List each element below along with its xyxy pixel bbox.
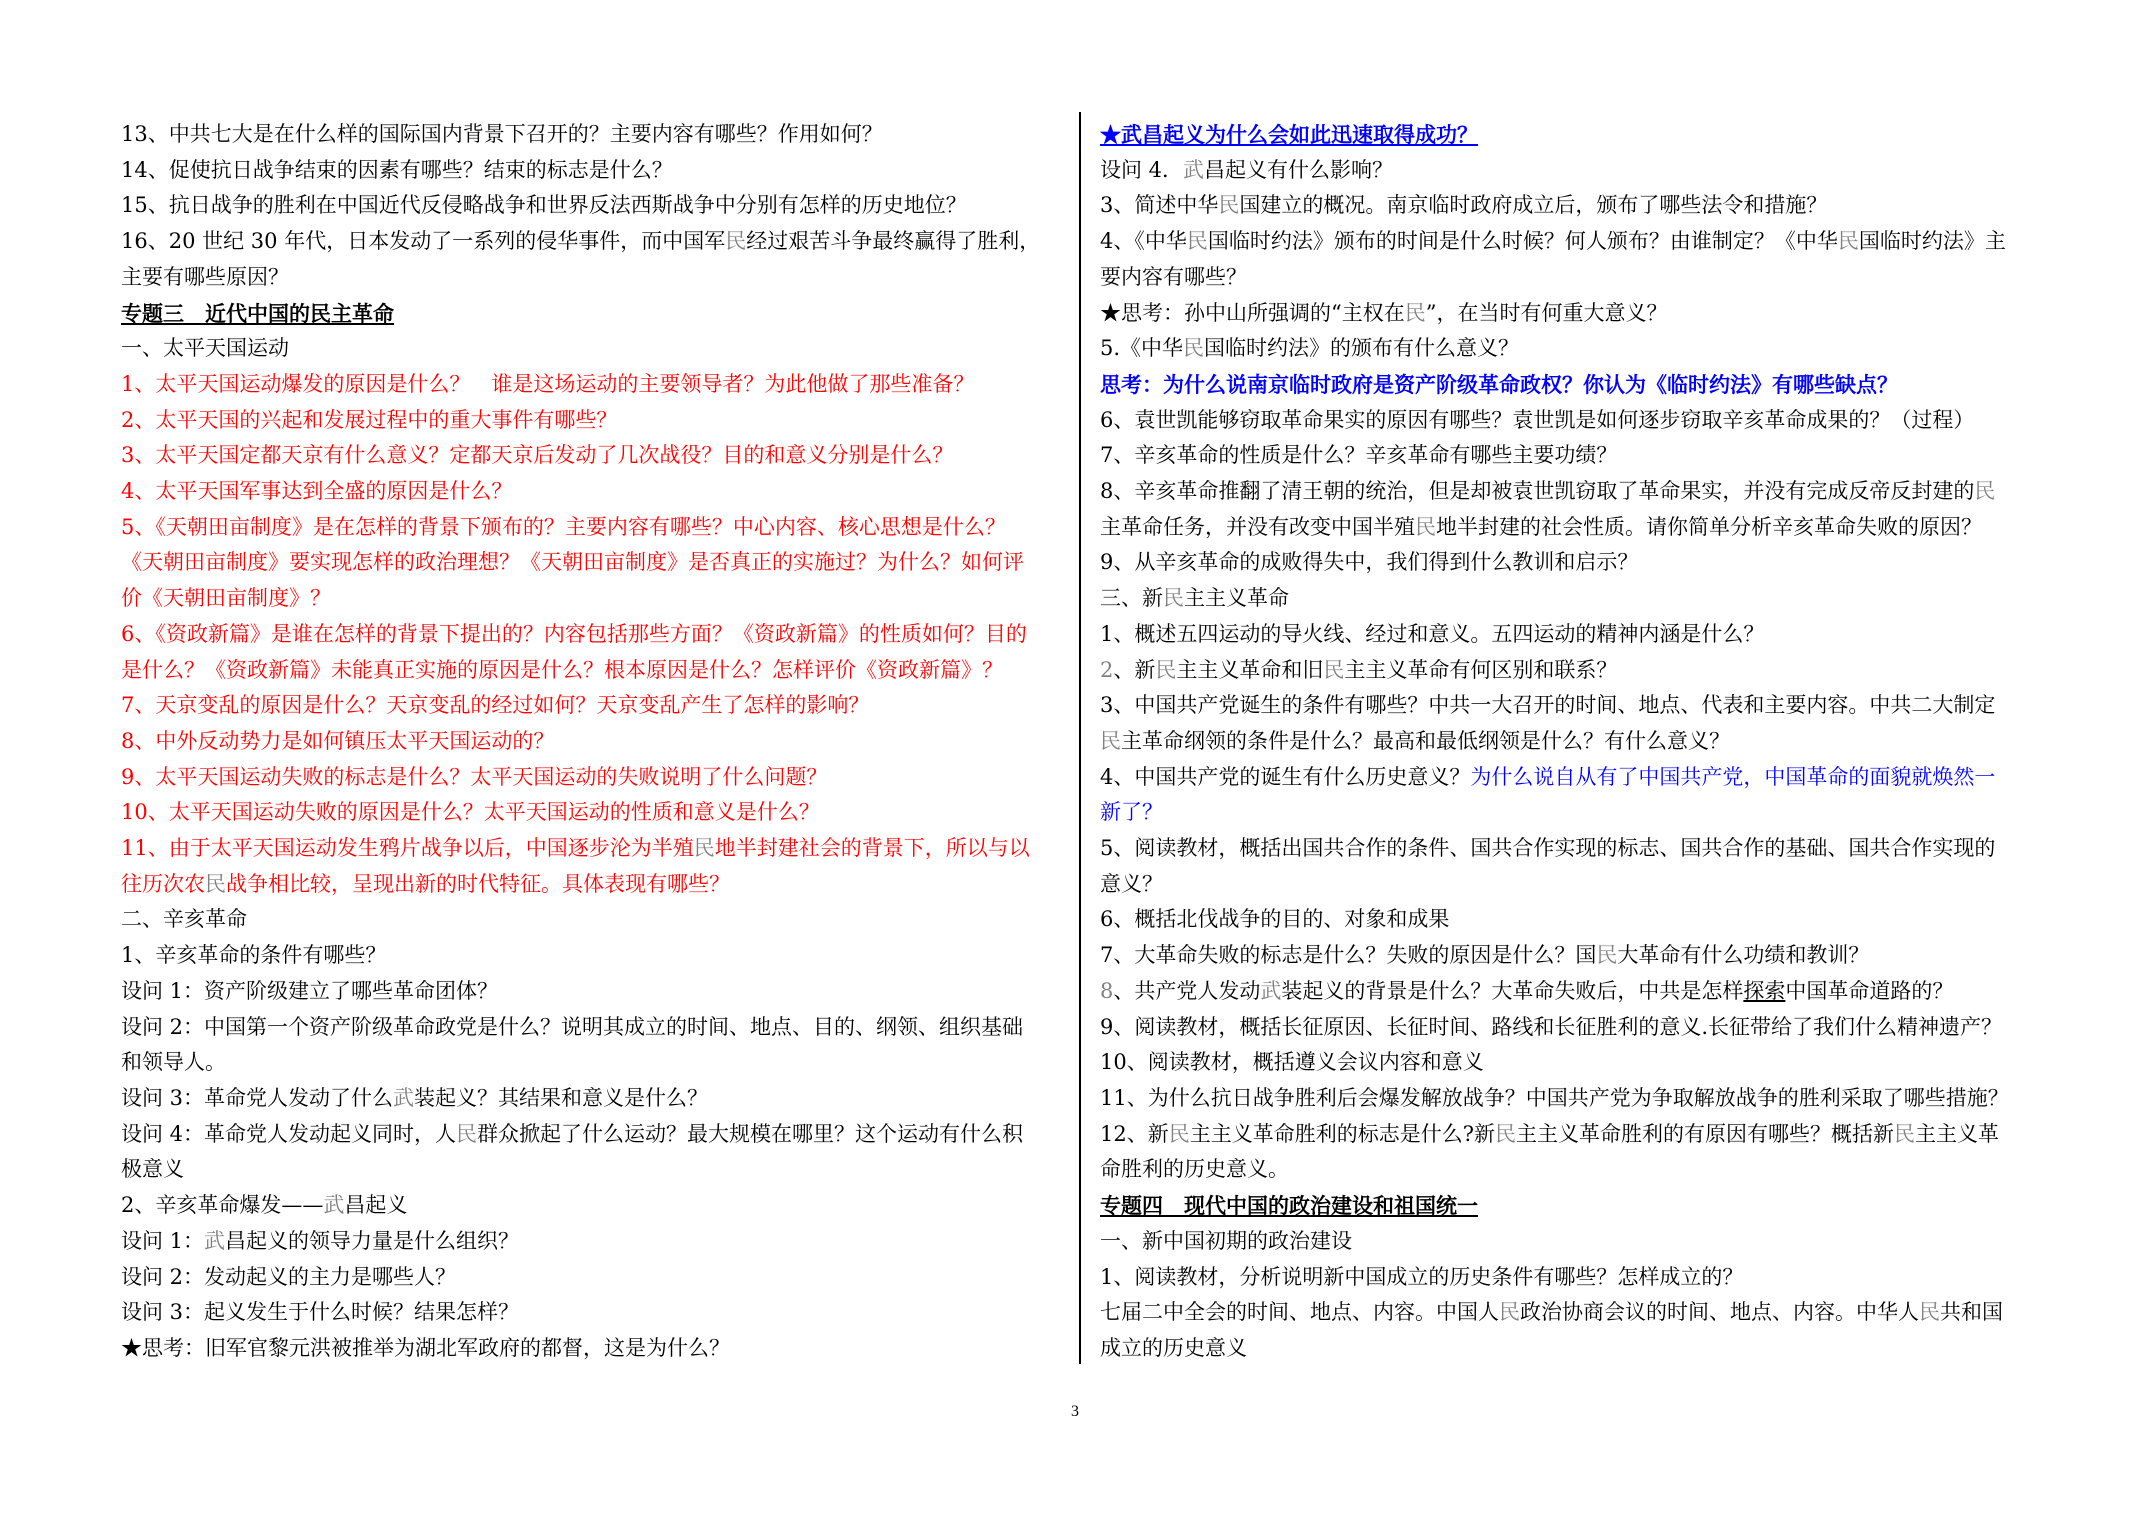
text-line — [121, 224, 1060, 260]
text-line — [121, 867, 1060, 903]
text-segment: 三、新 — [1100, 586, 1163, 611]
text-segment: 《天朝田亩制度》要实现怎样的政治理想？《天朝田亩制度》是否真正的实施过？为什么？如何评 — [121, 550, 1024, 575]
text-line — [121, 188, 1060, 224]
text-line — [121, 153, 1060, 189]
text-segment: 群众掀起了什么运动？最大规模在哪里？这个运动有什么积 — [477, 1121, 1024, 1146]
text-segment: 5、《天朝田亩制度》是在怎样的背景下颁布的？主要内容有哪些？中心内容、核心思想是什么？ — [121, 514, 1006, 539]
text-line — [1100, 510, 2039, 546]
text-segment: ”，在当时有何重大意义？ — [1425, 300, 1668, 325]
text-segment: 民 — [1323, 657, 1345, 682]
text-line — [121, 581, 1060, 617]
text-segment: 设问 1：资产阶级建立了哪些革命团体？ — [121, 978, 499, 1003]
text-line — [1100, 653, 2039, 689]
text-segment: 价《天朝田亩制度》？ — [121, 586, 331, 611]
text-segment: 设问 1： — [121, 1228, 205, 1253]
text-line — [1100, 617, 2039, 653]
text-segment: 探索 — [1743, 978, 1786, 1003]
text-segment: 2 — [1100, 657, 1114, 682]
text-segment: 国临时约法》主 — [1858, 229, 2006, 254]
text-segment: 极意义 — [121, 1157, 184, 1182]
text-segment: 7、大革命失败的标志是什么？失败的原因是什么？国 — [1100, 943, 1597, 968]
text-line — [1100, 188, 2039, 224]
text-segment: 民 — [1100, 728, 1121, 753]
text-segment: 10、太平天国运动失败的原因是什么？太平天国运动的性质和意义是什么？ — [121, 800, 820, 825]
text-segment: 4、中国共产党的诞生有什么历史意义？ — [1100, 764, 1471, 789]
section-heading — [1100, 1188, 2039, 1224]
text-segment: 16、20 世纪 30 年代，日本发动了一系列的侵华事件，而中国军 — [121, 229, 726, 254]
text-line — [121, 1224, 1060, 1260]
text-line — [1100, 831, 2039, 867]
text-line — [1100, 1010, 2039, 1046]
text-line — [121, 1295, 1060, 1331]
text-line — [121, 760, 1060, 796]
text-segment: 主主义革 — [1915, 1121, 1999, 1146]
text-segment: 往历次农 — [121, 871, 205, 896]
text-segment: ★思考：孙中山所强调的“主权在 — [1100, 300, 1405, 325]
text-segment: 9、太平天国运动失败的标志是什么？太平天国运动的失败说明了什么问题？ — [121, 764, 828, 789]
text-segment: 战争相比较，呈现出新的时代特征。具体表现有哪些？ — [226, 871, 730, 896]
text-line — [121, 1010, 1060, 1046]
text-line — [121, 1045, 1060, 1081]
text-line — [121, 653, 1060, 689]
text-segment: 、新 — [1113, 657, 1156, 682]
text-segment: 10、阅读教材，概括遵义会议内容和意义 — [1100, 1050, 1484, 1075]
text-segment: 和领导人。 — [121, 1050, 226, 1075]
text-segment: ★思考：旧军官黎元洪被推举为湖北军政府的都督，这是为什么？ — [121, 1335, 730, 1360]
text-segment: 9、从辛亥革命的成败得失中，我们得到什么教训和启示？ — [1100, 550, 1639, 575]
text-line — [1100, 1260, 2039, 1296]
text-segment: 1、太平天国运动爆发的原因是什么？ 谁是这场运动的主要领导者？为此他做了那些准备？ — [121, 371, 975, 396]
text-line — [1100, 1295, 2039, 1331]
text-segment: 14、促使抗日战争结束的因素有哪些？结束的标志是什么？ — [121, 157, 673, 182]
text-segment: 主主义革命胜利的标志是什么?新 — [1189, 1121, 1495, 1146]
text-line — [1100, 367, 2039, 403]
text-segment: 民 — [1837, 229, 1859, 254]
text-segment: 民 — [1404, 300, 1426, 325]
text-line — [1100, 1152, 2039, 1188]
text-segment: 主主义革命有何区别和联系？ — [1344, 657, 1618, 682]
text-segment: 主革命任务，并没有改变中国半殖 — [1100, 514, 1415, 539]
text-line — [121, 545, 1060, 581]
text-segment: 装起义？其结果和意义是什么？ — [414, 1085, 709, 1110]
text-segment: 是什么？《资政新篇》未能真正实施的原因是什么？根本原因是什么？怎样评价《资政新篇》？ — [121, 657, 1003, 682]
text-segment: 民 — [205, 871, 226, 896]
text-line — [1100, 974, 2039, 1010]
text-segment: 地半封建社会的背景下，所以与以 — [714, 836, 1030, 861]
text-line — [1100, 581, 2039, 617]
text-segment: 主主义革命和旧 — [1176, 657, 1324, 682]
text-line — [121, 1117, 1060, 1153]
text-segment: 主主义革命 — [1184, 586, 1289, 611]
text-line — [1100, 1224, 2039, 1260]
text-line — [121, 331, 1060, 367]
text-segment: 民 — [1919, 1300, 1940, 1325]
text-segment: 武 — [1260, 978, 1282, 1003]
page-number: 3 — [1071, 1403, 1079, 1420]
text-line — [121, 688, 1060, 724]
text-line — [121, 902, 1060, 938]
text-segment: 成立的历史意义 — [1100, 1335, 1247, 1360]
text-segment: 二、辛亥革命 — [121, 907, 247, 932]
text-segment: 5、阅读教材，概括出国共合作的条件、国共合作实现的标志、国共合作的基础、国共合作实现的 — [1100, 836, 1996, 861]
text-segment: 15、抗日战争的胜利在中国近代反侵略战争和世界反法西斯战争中分别有怎样的历史地位？ — [121, 193, 967, 218]
text-line — [121, 1152, 1060, 1188]
text-segment: 12、新 — [1100, 1121, 1169, 1146]
text-line — [121, 617, 1060, 653]
text-segment: 民 — [1499, 1300, 1520, 1325]
text-segment: 民 — [1186, 229, 1208, 254]
text-line — [121, 403, 1060, 439]
text-segment: 设问 4：革命党人发动起义同时，人 — [121, 1121, 457, 1146]
text-segment: 昌起义有什么影响？ — [1204, 157, 1394, 182]
text-segment: 昌起义的领导力量是什么组织？ — [225, 1228, 520, 1253]
text-segment: 为什么说自从有了中国共产党，中国革命的面貌就焕然一 — [1470, 764, 1996, 789]
text-line — [121, 795, 1060, 831]
text-segment: 大革命有什么功绩和教训？ — [1617, 943, 1870, 968]
text-segment: 7、天京变乱的原因是什么？天京变乱的经过如何？天京变乱产生了怎样的影响？ — [121, 693, 870, 718]
text-segment: 设问 2：发动起义的主力是哪些人？ — [121, 1264, 457, 1289]
text-line — [121, 831, 1060, 867]
text-line — [1100, 688, 2039, 724]
text-segment: 新了？ — [1100, 800, 1163, 825]
text-line — [1100, 1331, 2039, 1367]
text-segment: 3、简述中华 — [1100, 193, 1219, 218]
text-segment: 9、阅读教材，概括长征原因、长征时间、路线和长征胜利的意义.长征带给了我们什么精神遗产？ — [1100, 1014, 2003, 1039]
text-segment: 主主义革命胜利的有原因有哪些？概括新 — [1516, 1121, 1894, 1146]
text-line — [121, 1188, 1060, 1224]
text-segment: 8、中外反动势力是如何镇压太平天国运动的？ — [121, 728, 555, 753]
text-line — [121, 510, 1060, 546]
text-segment: 七届二中全会的时间、地点、内容。中国人 — [1100, 1300, 1499, 1325]
text-line — [121, 438, 1060, 474]
text-segment: 政治协商会议的时间、地点、内容。中华人 — [1520, 1300, 1919, 1325]
text-segment: 民 — [1168, 1121, 1190, 1146]
text-segment: 专题四 现代中国的政治建设和祖国统一 — [1100, 1193, 1478, 1219]
text-segment: 11、为什么抗日战争胜利后会爆发解放战争？中国共产党为争取解放战争的胜利采取了哪些措施？ — [1100, 1085, 2009, 1110]
text-segment: 设问 3：革命党人发动了什么 — [121, 1085, 394, 1110]
text-segment: 2、太平天国的兴起和发展过程中的重大事件有哪些？ — [121, 407, 618, 432]
text-segment: 7、辛亥革命的性质是什么？辛亥革命有哪些主要功绩？ — [1100, 443, 1618, 468]
text-segment: 中国革命道路的？ — [1785, 978, 1954, 1003]
text-segment: 民 — [725, 229, 747, 254]
text-segment: 主革命纲领的条件是什么？最高和最低纲领是什么？有什么意义？ — [1121, 728, 1730, 753]
text-segment: 国建立的概况。南京临时政府成立后，颁布了哪些法令和措施？ — [1239, 193, 1828, 218]
text-segment: 地半封建的社会性质。请你简单分析辛亥革命失败的原因？ — [1436, 514, 1982, 539]
text-line — [121, 938, 1060, 974]
text-segment: 民 — [1495, 1121, 1516, 1146]
text-line — [1100, 938, 2039, 974]
text-segment: ★武昌起义为什么会如此迅速取得成功？ — [1100, 122, 1478, 147]
text-segment: 民 — [1974, 479, 1996, 504]
text-line — [121, 724, 1060, 760]
right-column — [1100, 117, 2039, 1367]
text-line — [1100, 331, 2039, 367]
text-segment: 4、《中华 — [1100, 229, 1187, 254]
text-segment: 命胜利的历史意义。 — [1100, 1157, 1289, 1182]
text-segment: 思考：为什么说南京临时政府是资产阶级革命政权？你认为《临时约法》有哪些缺点？ — [1100, 371, 1898, 397]
text-segment: 2、辛亥革命爆发—— — [121, 1193, 324, 1218]
text-line — [1100, 1081, 2039, 1117]
text-segment: 3、中国共产党诞生的条件有哪些？中共一大召开的时间、地点、代表和主要内容。中共二大制定 — [1100, 693, 1996, 718]
text-segment: 主要有哪些原因？ — [121, 264, 289, 289]
text-line — [121, 1331, 1060, 1367]
text-line — [1100, 260, 2039, 296]
text-segment: 13、中共七大是在什么样的国际国内背景下召开的？主要内容有哪些？作用如何？ — [121, 122, 883, 146]
text-segment: 1、概述五四运动的导火线、经过和意义。五四运动的精神内涵是什么？ — [1100, 621, 1765, 646]
text-segment: 设问 2：中国第一个资产阶级革命政党是什么？说明其成立的时间、地点、目的、纲领、组织基础 — [121, 1014, 1024, 1039]
text-segment: 国临时约法》颁布的时间是什么时候？何人颁布？由谁制定？《中华 — [1207, 229, 1838, 254]
text-segment: 民 — [1596, 943, 1618, 968]
text-segment: 4、太平天国军事达到全盛的原因是什么？ — [121, 479, 513, 504]
text-segment: 专题三 近代中国的民主革命 — [121, 300, 394, 326]
text-line — [121, 117, 1060, 153]
text-segment: 要内容有哪些？ — [1100, 264, 1247, 289]
text-line — [121, 1081, 1060, 1117]
text-segment: 1、辛亥革命的条件有哪些？ — [121, 943, 387, 968]
left-column — [121, 117, 1060, 1367]
text-segment: 、共产党人发动 — [1113, 978, 1261, 1003]
text-line — [1100, 1045, 2039, 1081]
text-segment: 民 — [1183, 336, 1205, 361]
text-segment: 国临时约法》的颁布有什么意义？ — [1204, 336, 1520, 361]
text-segment: 民 — [1415, 514, 1436, 539]
text-line — [1100, 474, 2039, 510]
text-line — [1100, 902, 2039, 938]
text-segment: 8、辛亥革命推翻了清王朝的统治，但是却被袁世凯窃取了革命果实，并没有完成反帝反封建的 — [1100, 479, 1975, 504]
text-line — [1100, 867, 2039, 903]
text-segment: 昌起义 — [344, 1193, 408, 1218]
text-segment: 武 — [204, 1228, 226, 1253]
text-segment: 8 — [1100, 978, 1114, 1003]
text-line — [1100, 224, 2039, 260]
text-segment: 一、太平天国运动 — [121, 336, 289, 361]
text-segment: 3、太平天国定都天京有什么意义？定都天京后发动了几次战役？目的和意义分别是什么？ — [121, 443, 954, 468]
text-segment: 装起义的背景是什么？大革命失败后，中共是怎样 — [1281, 978, 1744, 1003]
text-line — [1100, 117, 2039, 153]
text-segment: 民 — [456, 1121, 478, 1146]
text-line — [121, 974, 1060, 1010]
text-segment: 共和国 — [1940, 1300, 2003, 1325]
text-segment: 6、袁世凯能够窃取革命果实的原因有哪些？袁世凯是如何逐步窃取辛亥革命成果的？（过程） — [1100, 407, 1975, 432]
text-segment: 武 — [393, 1085, 415, 1110]
text-segment: 设问 3：起义发生于什么时候？结果怎样？ — [121, 1300, 520, 1325]
text-segment: 意义？ — [1100, 871, 1163, 896]
text-line — [1100, 760, 2039, 796]
section-heading — [121, 296, 1060, 332]
text-line — [1100, 438, 2039, 474]
column-divider — [1079, 112, 1081, 1364]
text-line — [1100, 296, 2039, 332]
text-line — [1100, 795, 2039, 831]
text-segment: 5.《中华 — [1100, 336, 1184, 361]
text-segment: 民 — [693, 836, 715, 861]
text-line — [1100, 403, 2039, 439]
text-line — [121, 260, 1060, 296]
text-segment: 1、阅读教材，分析说明新中国成立的历史条件有哪些？怎样成立的？ — [1100, 1264, 1744, 1289]
text-segment: 经过艰苦斗争最终赢得了胜利， — [746, 229, 1041, 254]
text-segment: 武 — [1183, 157, 1205, 182]
text-line — [121, 1260, 1060, 1296]
text-segment: 民 — [1163, 586, 1184, 611]
text-segment: 设问 4． — [1100, 157, 1184, 182]
text-segment: 一、新中国初期的政治建设 — [1100, 1228, 1352, 1253]
text-line — [121, 367, 1060, 403]
text-segment: 民 — [1155, 657, 1177, 682]
text-line — [1100, 545, 2039, 581]
text-segment: 11、由于太平天国运动发生鸦片战争以后，中国逐步沦为半殖 — [121, 836, 694, 861]
text-line — [1100, 1117, 2039, 1153]
text-segment: 武 — [323, 1193, 345, 1218]
text-segment: 6、《资政新篇》是谁在怎样的背景下提出的？内容包括那些方面？《资政新篇》的性质如何？目的 — [121, 621, 1027, 646]
text-line — [121, 474, 1060, 510]
text-segment: 6、概括北伐战争的目的、对象和成果 — [1100, 907, 1450, 932]
text-segment: 民 — [1218, 193, 1240, 218]
text-segment: 民 — [1894, 1121, 1915, 1146]
text-line — [1100, 724, 2039, 760]
text-line — [1100, 153, 2039, 189]
